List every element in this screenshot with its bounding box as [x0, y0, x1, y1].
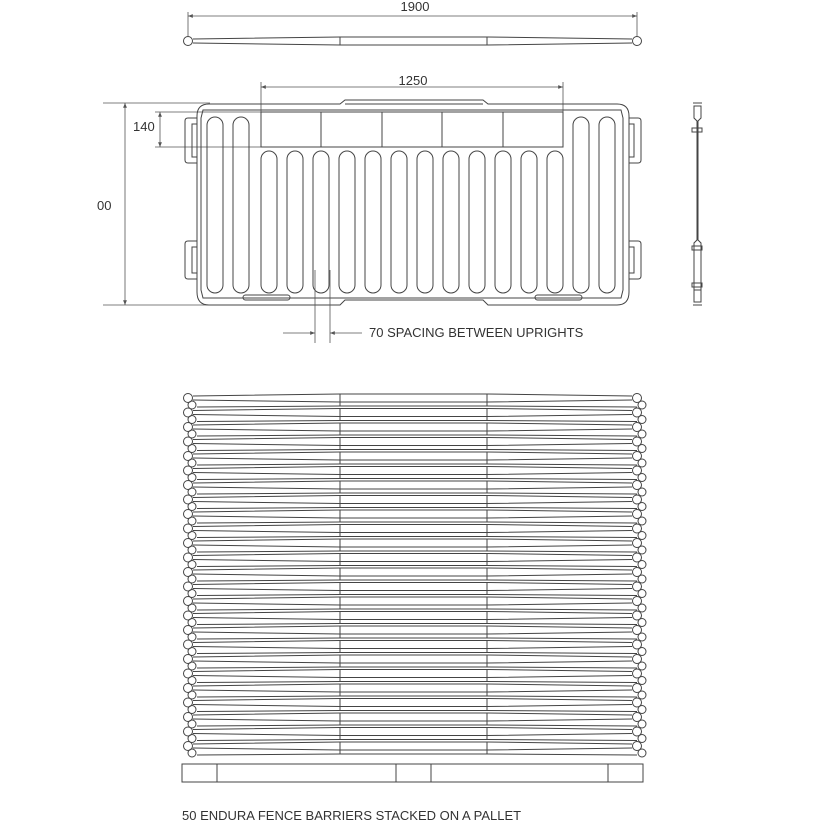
stacked-barrier [184, 626, 647, 642]
barrier-lower-edge [197, 653, 637, 654]
upright-slots [207, 117, 615, 293]
stacked-barriers [184, 394, 647, 758]
upright-slot [469, 151, 485, 293]
barrier-top-edge [193, 496, 632, 498]
barrier-outer-frame [197, 100, 629, 305]
barrier-end-ring-right-offset [638, 662, 646, 670]
barrier-lower-edge [197, 551, 637, 552]
barrier-end-ring-right-offset [638, 735, 646, 743]
barrier-bottom-edge [193, 647, 632, 649]
barrier-end-ring-right-offset [638, 633, 646, 641]
right-top-clip [629, 118, 641, 163]
left-bottom-clip [185, 241, 197, 279]
barrier-lower-edge [197, 479, 637, 480]
barrier-bottom-edge [193, 661, 632, 663]
barrier-end-ring-right-offset [638, 503, 646, 511]
stacked-barrier [184, 698, 647, 714]
barrier-top-edge [193, 699, 632, 701]
barrier-top-edge [193, 568, 632, 570]
barrier-bottom-edge [193, 516, 632, 518]
barrier-end-ring-right-offset [638, 648, 646, 656]
barrier-top-edge [193, 525, 632, 527]
stacked-barrier [184, 408, 647, 424]
barrier-lower-edge [197, 711, 637, 712]
barrier-end-ring-right-offset [638, 532, 646, 540]
stacked-barrier [184, 669, 647, 685]
barrier-top-edge [193, 554, 632, 556]
barrier-end-ring-right-offset [638, 474, 646, 482]
height-label-partial: 00 [97, 198, 112, 213]
barrier-end-ring-right-offset [638, 416, 646, 424]
barrier-top-edge [193, 728, 632, 730]
barrier-lower-edge [197, 609, 637, 610]
top-offset-label: 140 [133, 119, 155, 134]
barrier-bottom-edge [193, 748, 632, 750]
barrier-lower-edge [197, 595, 637, 596]
barrier-bottom-edge [193, 618, 632, 620]
barrier-bottom-edge [193, 444, 632, 446]
upright-slot [521, 151, 537, 293]
barrier-lower-edge [197, 667, 637, 668]
barrier-top-edge [193, 612, 632, 614]
pallet-caption: 50 ENDURA FENCE BARRIERS STACKED ON A PALLET [182, 808, 522, 823]
upright-slot [495, 151, 511, 293]
barrier-end-ring-right-offset [638, 575, 646, 583]
barrier-top-edge [193, 452, 632, 454]
stacked-barrier [184, 727, 647, 743]
left-top-clip [185, 118, 197, 163]
upright-slot [443, 151, 459, 293]
stacked-barrier [184, 466, 647, 482]
barrier-lower-edge [197, 508, 637, 509]
stacked-barrier [184, 437, 647, 453]
barrier-top-edge [193, 409, 632, 411]
barrier-top-edge [193, 742, 632, 744]
upright-slot [339, 151, 355, 293]
barrier-end-ring-right-offset [638, 546, 646, 554]
barrier-top-edge [193, 684, 632, 686]
top-view [184, 0, 642, 46]
top-panel-block [261, 112, 563, 147]
barrier-bottom-edge [193, 502, 632, 504]
barrier-lower-edge [197, 754, 637, 755]
barrier-end-ring-right-offset [638, 604, 646, 612]
barrier-lower-edge [197, 624, 637, 625]
barrier-bottom-edge [193, 487, 632, 489]
barrier-bottom-edge [193, 676, 632, 678]
upright-slot [261, 151, 277, 293]
barrier-end-ring-right-offset [638, 706, 646, 714]
stacked-barrier [184, 568, 647, 584]
barrier-lower-edge [197, 406, 637, 407]
barrier-end-ring-right-offset [638, 691, 646, 699]
barrier-lower-edge [197, 493, 637, 494]
upright-slot [233, 117, 249, 293]
barrier-lower-edge [197, 537, 637, 538]
barrier-bottom-edge [193, 415, 632, 417]
barrier-lower-edge [197, 522, 637, 523]
barrier-bottom-edge [193, 705, 632, 707]
barrier-end-ring-right-offset [638, 561, 646, 569]
top-view-barrier-profile [184, 37, 642, 46]
barrier-lower-edge [197, 421, 637, 422]
barrier-end-ring-right-offset [638, 517, 646, 525]
barrier-bottom-edge [193, 531, 632, 533]
stacked-barrier [184, 394, 647, 410]
frame-width-label: 1250 [398, 73, 428, 88]
right-bottom-clip [629, 241, 641, 279]
barrier-end-ring-right-offset [638, 488, 646, 496]
overall-length-label: 1900 [400, 0, 430, 14]
barrier-end-ring-right-offset [638, 749, 646, 757]
barrier-top-edge [193, 481, 632, 483]
barrier-bottom-edge [193, 632, 632, 634]
stacked-barrier [184, 495, 647, 511]
pallet [182, 764, 643, 782]
barrier-end-ring-right-offset [638, 430, 646, 438]
upright-spacing-note: 70 SPACING BETWEEN UPRIGHTS [369, 325, 584, 340]
barrier-lower-edge [197, 696, 637, 697]
barrier-bottom-edge [193, 560, 632, 562]
barrier-bottom-edge [193, 429, 632, 431]
barrier-bottom-edge [193, 690, 632, 692]
upright-slot [365, 151, 381, 293]
barrier-lower-edge [197, 566, 637, 567]
barrier-bottom-edge [193, 458, 632, 460]
barrier-top-edge [193, 423, 632, 425]
barrier-bottom-edge [193, 719, 632, 721]
barrier-end-ring-right-offset [638, 619, 646, 627]
barrier-lower-edge [197, 464, 637, 465]
barrier-lower-edge [197, 682, 637, 683]
barrier-top-edge [193, 583, 632, 585]
stacked-barrier [184, 539, 647, 555]
barrier-bottom-edge [193, 574, 632, 576]
barrier-top-edge [193, 394, 632, 396]
upright-slot [573, 117, 589, 293]
stacked-barrier [184, 481, 647, 497]
barrier-top-edge [193, 626, 632, 628]
stacked-barrier [184, 452, 647, 468]
stacked-barrier [184, 510, 647, 526]
stacked-barrier [184, 611, 647, 627]
barrier-bottom-edge [193, 400, 632, 402]
barrier-bottom-edge [193, 603, 632, 605]
barrier-lower-edge [197, 435, 637, 436]
barrier-lower-edge [197, 725, 637, 726]
barrier-end-ring-right-offset [638, 590, 646, 598]
upright-slot [599, 117, 615, 293]
barrier-lower-edge [197, 450, 637, 451]
side-view [692, 103, 702, 305]
front-elevation [97, 73, 641, 343]
barrier-top-edge [193, 539, 632, 541]
barrier-bottom-edge [193, 545, 632, 547]
barrier-bottom-edge [193, 589, 632, 591]
barrier-top-edge [193, 510, 632, 512]
barrier-end-ring-right-offset [638, 401, 646, 409]
stacked-barrier [184, 582, 647, 598]
barrier-top-edge [193, 641, 632, 643]
stacked-barrier [184, 655, 647, 671]
barrier-lower-edge [197, 740, 637, 741]
stacked-barrier [184, 742, 647, 758]
upright-slot [391, 151, 407, 293]
barrier-end-ring-right-offset [638, 445, 646, 453]
barrier-top-edge [193, 597, 632, 599]
upright-slot [207, 117, 223, 293]
barrier-end-ring-left-offset [188, 749, 196, 757]
barrier-bottom-edge [193, 734, 632, 736]
stacked-barrier [184, 597, 647, 613]
barrier-end-ring-right-offset [638, 459, 646, 467]
barrier-top-edge [193, 655, 632, 657]
pallet-stack-view [182, 394, 646, 824]
barrier-bottom-edge [193, 473, 632, 475]
upright-slot [547, 151, 563, 293]
stacked-barrier [184, 713, 647, 729]
barrier-top-edge [193, 713, 632, 715]
stacked-barrier [184, 423, 647, 439]
stacked-barrier [184, 640, 647, 656]
barrier-top-edge [193, 467, 632, 469]
barrier-end-ring-right-offset [638, 720, 646, 728]
stacked-barrier [184, 553, 647, 569]
upright-slot [417, 151, 433, 293]
stacked-barrier [184, 524, 647, 540]
barrier-lower-edge [197, 580, 637, 581]
upright-slot [287, 151, 303, 293]
barrier-top-edge [193, 438, 632, 440]
stacked-barrier [184, 684, 647, 700]
barrier-top-edge [193, 670, 632, 672]
barrier-end-ring-right-offset [638, 677, 646, 685]
barrier-lower-edge [197, 638, 637, 639]
